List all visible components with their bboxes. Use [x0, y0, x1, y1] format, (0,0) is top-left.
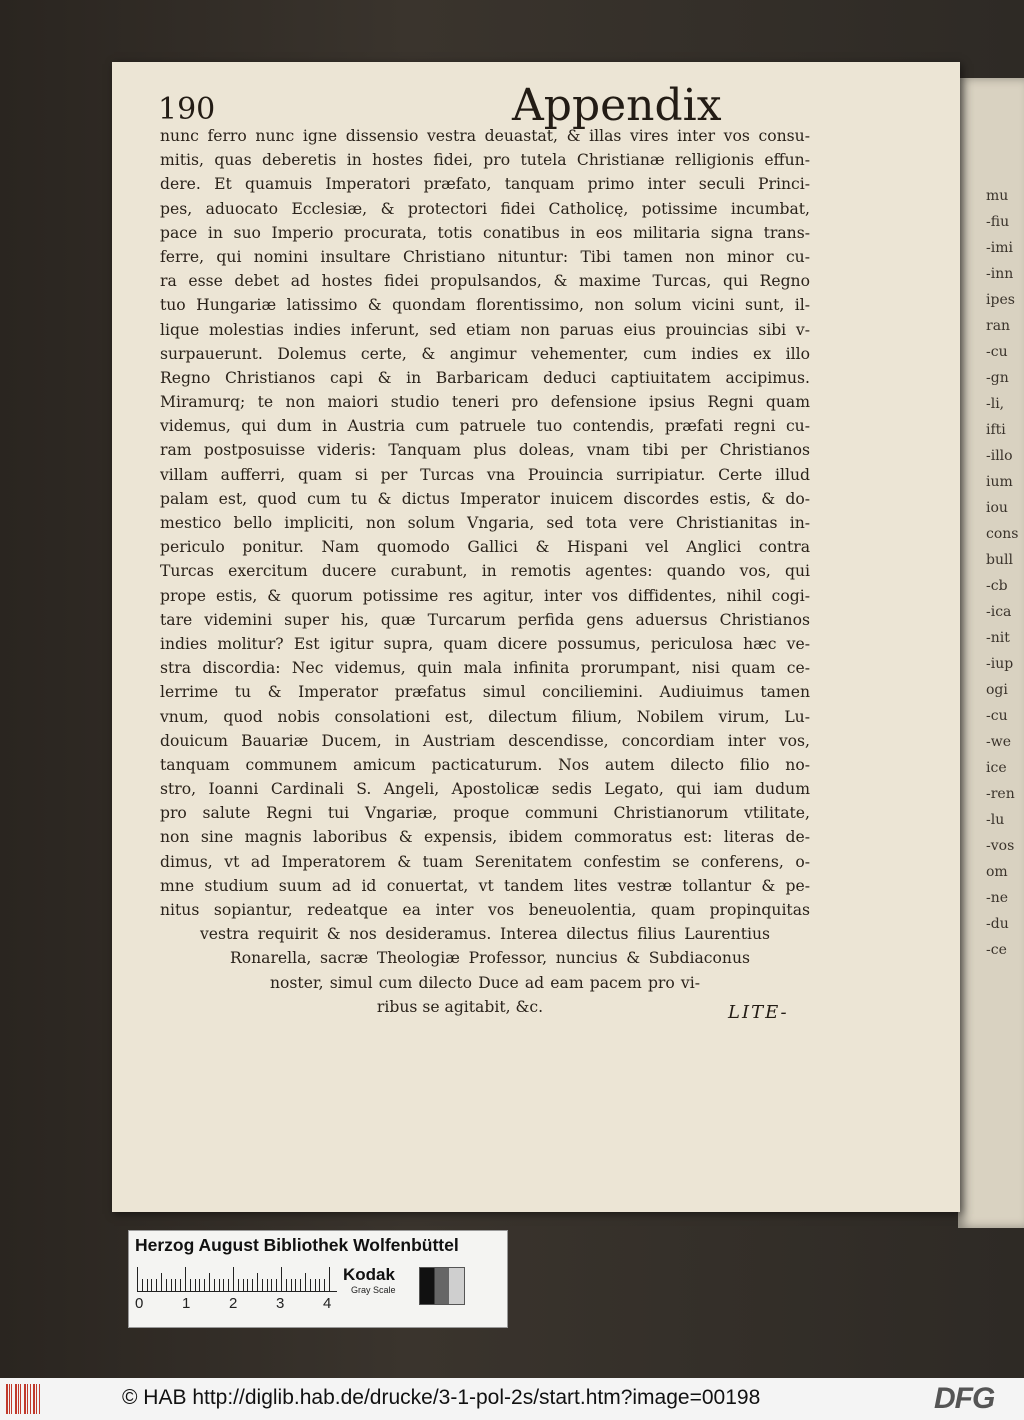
- next-page-text-fragment: cons: [986, 526, 1019, 542]
- footer-bar: [0, 1378, 1024, 1420]
- ruler-number: 3: [276, 1295, 285, 1312]
- text-line: indies molitur? Est igitur supra, quam dicere possumus, periculosa hæc ve-: [160, 634, 810, 653]
- ruler-tick: [319, 1279, 320, 1291]
- text-line: tuo Hungariæ latissimo & quondam florentissimo, non solum vicini sunt, il-: [160, 296, 810, 315]
- ruler-tick: [137, 1267, 138, 1291]
- page-number: 190: [158, 92, 216, 127]
- next-page-text-fragment: -cu: [986, 344, 1008, 360]
- text-line: pro salute Regni tui Vngariæ, proque communi Christianorum vtilitate,: [160, 804, 810, 823]
- text-line: lique molestias indies inferunt, sed etiam non paruas eius prouincias sibi v-: [160, 320, 810, 339]
- text-line: ferre, qui nomini insultare Christiano nituntur: Tibi tamen non minor cu-: [160, 247, 810, 266]
- ruler-tick: [219, 1279, 220, 1291]
- ruler-tick: [190, 1279, 191, 1291]
- ruler-tick: [175, 1279, 176, 1291]
- next-page-text-fragment: bull: [986, 552, 1013, 568]
- barcode-icon: [6, 1384, 42, 1414]
- ruler-tick: [238, 1279, 239, 1291]
- text-line: non sine magnis laboribus & expensis, ibidem commoratus est: literas de-: [160, 828, 810, 847]
- ruler-tick: [247, 1279, 248, 1291]
- text-line: ra esse debet ad hostes fidei propulsandos, & maxime Turcas, qui Regno: [160, 272, 810, 291]
- next-page-text-fragment: ogi: [986, 682, 1008, 698]
- text-line: surpauerunt. Dolemus certe, & angimur vehementer, cum indies ex illo: [160, 344, 810, 363]
- text-line: mestico bello impliciti, non solum Vngaria, sed tota vere Christianitas in-: [160, 514, 810, 532]
- ruler-tick: [286, 1279, 287, 1291]
- gray-scale-swatch: [419, 1267, 465, 1305]
- ruler-tick: [214, 1279, 215, 1291]
- ruler-numbers: [129, 1295, 349, 1315]
- next-page-text-fragment: -fiu: [986, 214, 1010, 230]
- ruler-tick: [267, 1279, 268, 1291]
- ruler-number: 2: [229, 1295, 238, 1312]
- next-page-text-fragment: -vos: [986, 838, 1015, 854]
- body-text: [160, 124, 810, 1019]
- text-line: mitis, quas deberetis in hostes fidei, pro tutela Christianæ relligionis effun-: [160, 151, 810, 170]
- ruler-tick: [243, 1279, 244, 1291]
- next-page-text-fragment: -iup: [986, 656, 1014, 672]
- ruler-tick: [305, 1273, 306, 1291]
- ruler-tick: [295, 1279, 296, 1291]
- next-page-edge: [958, 78, 1024, 1228]
- ruler-tick: [142, 1279, 143, 1291]
- text-line: lerrime tu & Imperator præfatus simul conciliemini. Audiuimus tamen: [160, 683, 810, 702]
- text-line: ram postposuisse videris: Tanquam plus doleas, vnam tibi per Christianos: [160, 441, 810, 460]
- ruler-tick: [233, 1267, 234, 1291]
- ruler-tick: [161, 1273, 162, 1291]
- library-label-title: Herzog August Bibliothek Wolfenbüttel: [135, 1235, 459, 1255]
- running-head: Appendix: [512, 80, 722, 131]
- next-page-text-fragment: ipes: [986, 292, 1015, 308]
- ruler-tick: [228, 1279, 229, 1291]
- text-line: Regno Christianos capi & in Barbaricam deduci captiuitatem accipimus.: [160, 368, 810, 387]
- next-page-text-fragment: -cb: [986, 578, 1008, 594]
- next-page-text-fragment: -ne: [986, 890, 1009, 906]
- ruler-tick: [223, 1279, 224, 1291]
- next-page-text-fragment: -imi: [986, 240, 1013, 256]
- next-page-text-fragment: ran: [986, 318, 1011, 334]
- text-line: periculo ponitur. Nam quomodo Gallici & Hispani vel Anglici contra: [160, 538, 810, 557]
- ruler-tick: [195, 1279, 196, 1291]
- library-label: [128, 1230, 508, 1328]
- text-line: pace in suo Imperio procurata, totis conatibus in eos militaria signa trans-: [160, 223, 810, 242]
- ruler-tick: [166, 1279, 167, 1291]
- text-line: vestra requirit & nos desideramus. Interea dilectus filius Laurentius: [200, 925, 770, 944]
- footer-url[interactable]: © HAB http://diglib.hab.de/drucke/3-1-pol-2s/start.htm?image=00198: [122, 1386, 761, 1409]
- text-line: vnum, quod nobis consolationi est, dilectum filium, Nobilem virum, Lu-: [160, 707, 810, 726]
- ruler-number: 0: [135, 1295, 144, 1312]
- next-page-text-fragment: -ce: [986, 942, 1007, 958]
- next-page-text-fragment: -ren: [986, 786, 1015, 802]
- next-page-text-fragment: -gn: [986, 370, 1009, 386]
- ruler-tick: [180, 1279, 181, 1291]
- text-line: Turcas exercitum ducere curabunt, in remotis agentes: quando vos, qui: [160, 562, 810, 581]
- ruler-tick: [262, 1279, 263, 1291]
- next-page-text-fragment: -ica: [986, 604, 1012, 620]
- text-line: dere. Et quamuis Imperatori præfato, tanquam primo inter seculi Princi-: [160, 175, 810, 194]
- text-line: douicum Bauariæ Ducem, in Austriam descendisse, concordiam inter vos,: [160, 731, 810, 750]
- dfg-logo: DFG: [934, 1382, 995, 1415]
- text-line: videmus, qui dum in Austria cum patruele tuo contendis, præfati regni cu-: [160, 417, 810, 436]
- ruler-tick: [324, 1279, 325, 1291]
- ruler-tick: [291, 1279, 292, 1291]
- ruler-tick: [204, 1279, 205, 1291]
- text-line: prope estis, & quorum potissime res agitur, inter vos diffidentes, nihil cogi-: [160, 586, 810, 605]
- text-line: stra discordia: Nec videmus, quin mala infinita prorumpant, nisi quam ce-: [160, 659, 810, 678]
- ruler-tick: [281, 1267, 282, 1291]
- ruler-number: 4: [323, 1295, 332, 1312]
- next-page-text-fragment: -lu: [986, 812, 1005, 828]
- next-page-text-fragment: -du: [986, 916, 1009, 932]
- text-line: nunc ferro nunc igne dissensio vestra deuastat, & illas vires inter vos consu-: [160, 127, 810, 145]
- ruler-tick: [315, 1279, 316, 1291]
- ruler-tick: [199, 1279, 200, 1291]
- next-page-text-fragment: -li,: [986, 396, 1005, 412]
- text-line: tare videmini super his, quæ Turcarum perfida gens aduersus Christianos: [160, 610, 810, 629]
- next-page-text-fragment: -inn: [986, 266, 1014, 282]
- next-page-text-fragment: -we: [986, 734, 1011, 750]
- ruler-tick: [171, 1279, 172, 1291]
- ruler-tick: [209, 1273, 210, 1291]
- kodak-subtitle: Gray Scale: [351, 1285, 396, 1295]
- text-line: tanquam communem amicum pacticaturum. Nos autem dilecto filio no-: [160, 755, 810, 774]
- measurement-ruler: [137, 1265, 337, 1292]
- ruler-tick: [151, 1279, 152, 1291]
- text-line: Miramurq; te non maiori studio teneri pro defensione ipsius Regni quam: [160, 393, 810, 412]
- next-page-text-fragment: ifti: [986, 422, 1006, 438]
- next-page-text-fragment: ice: [986, 760, 1007, 776]
- next-page-text-fragment: iou: [986, 500, 1008, 516]
- ruler-tick: [257, 1273, 258, 1291]
- ruler-tick: [252, 1279, 253, 1291]
- ruler-number: 1: [182, 1295, 191, 1312]
- next-page-text-fragment: -nit: [986, 630, 1010, 646]
- ruler-tick: [271, 1279, 272, 1291]
- ruler-tick: [310, 1279, 311, 1291]
- text-line: ribus se agitabit, &c.: [376, 997, 544, 1016]
- text-line: dimus, vt ad Imperatorem & tuam Serenitatem confestim se conferens, o-: [160, 852, 810, 871]
- text-line: mne studium suum ad id conuertat, vt tandem lites vestræ tollantur & pe-: [160, 876, 810, 895]
- next-page-text-fragment: -cu: [986, 708, 1008, 724]
- catchword: LITE-: [728, 1002, 789, 1023]
- ruler-tick: [147, 1279, 148, 1291]
- text-line: nitus sopiantur, redeatque ea inter vos beneuolentia, quam propinquitas: [160, 901, 810, 919]
- text-line: noster, simul cum dilecto Duce ad eam pacem pro vi-: [270, 973, 700, 992]
- ruler-tick: [329, 1267, 330, 1291]
- text-line: palam est, quod cum tu & dictus Imperator inuicem discordes estis, & do-: [160, 489, 810, 508]
- next-page-text-fragment: om: [986, 864, 1008, 880]
- kodak-logo: Kodak: [343, 1265, 395, 1284]
- ruler-tick: [156, 1279, 157, 1291]
- text-line: villam aufferri, quam si per Turcas vna Prouincia surripiatur. Certe illud: [160, 465, 810, 484]
- ruler-tick: [276, 1279, 277, 1291]
- next-page-text-fragment: mu: [986, 188, 1009, 204]
- ruler-tick: [185, 1267, 186, 1291]
- ruler-tick: [300, 1279, 301, 1291]
- text-line: stro, Ioanni Cardinali S. Angeli, Apostolicæ sedis Legato, qui iam dudum: [160, 780, 810, 799]
- text-line: Ronarella, sacræ Theologiæ Professor, nuncius & Subdiaconus: [230, 949, 750, 968]
- next-page-text-fragment: -illo: [986, 448, 1013, 464]
- text-line: pes, aduocato Ecclesiæ, & protectori fidei Catholicę, potissime incumbat,: [160, 199, 810, 218]
- next-page-text-fragment: ium: [986, 474, 1013, 490]
